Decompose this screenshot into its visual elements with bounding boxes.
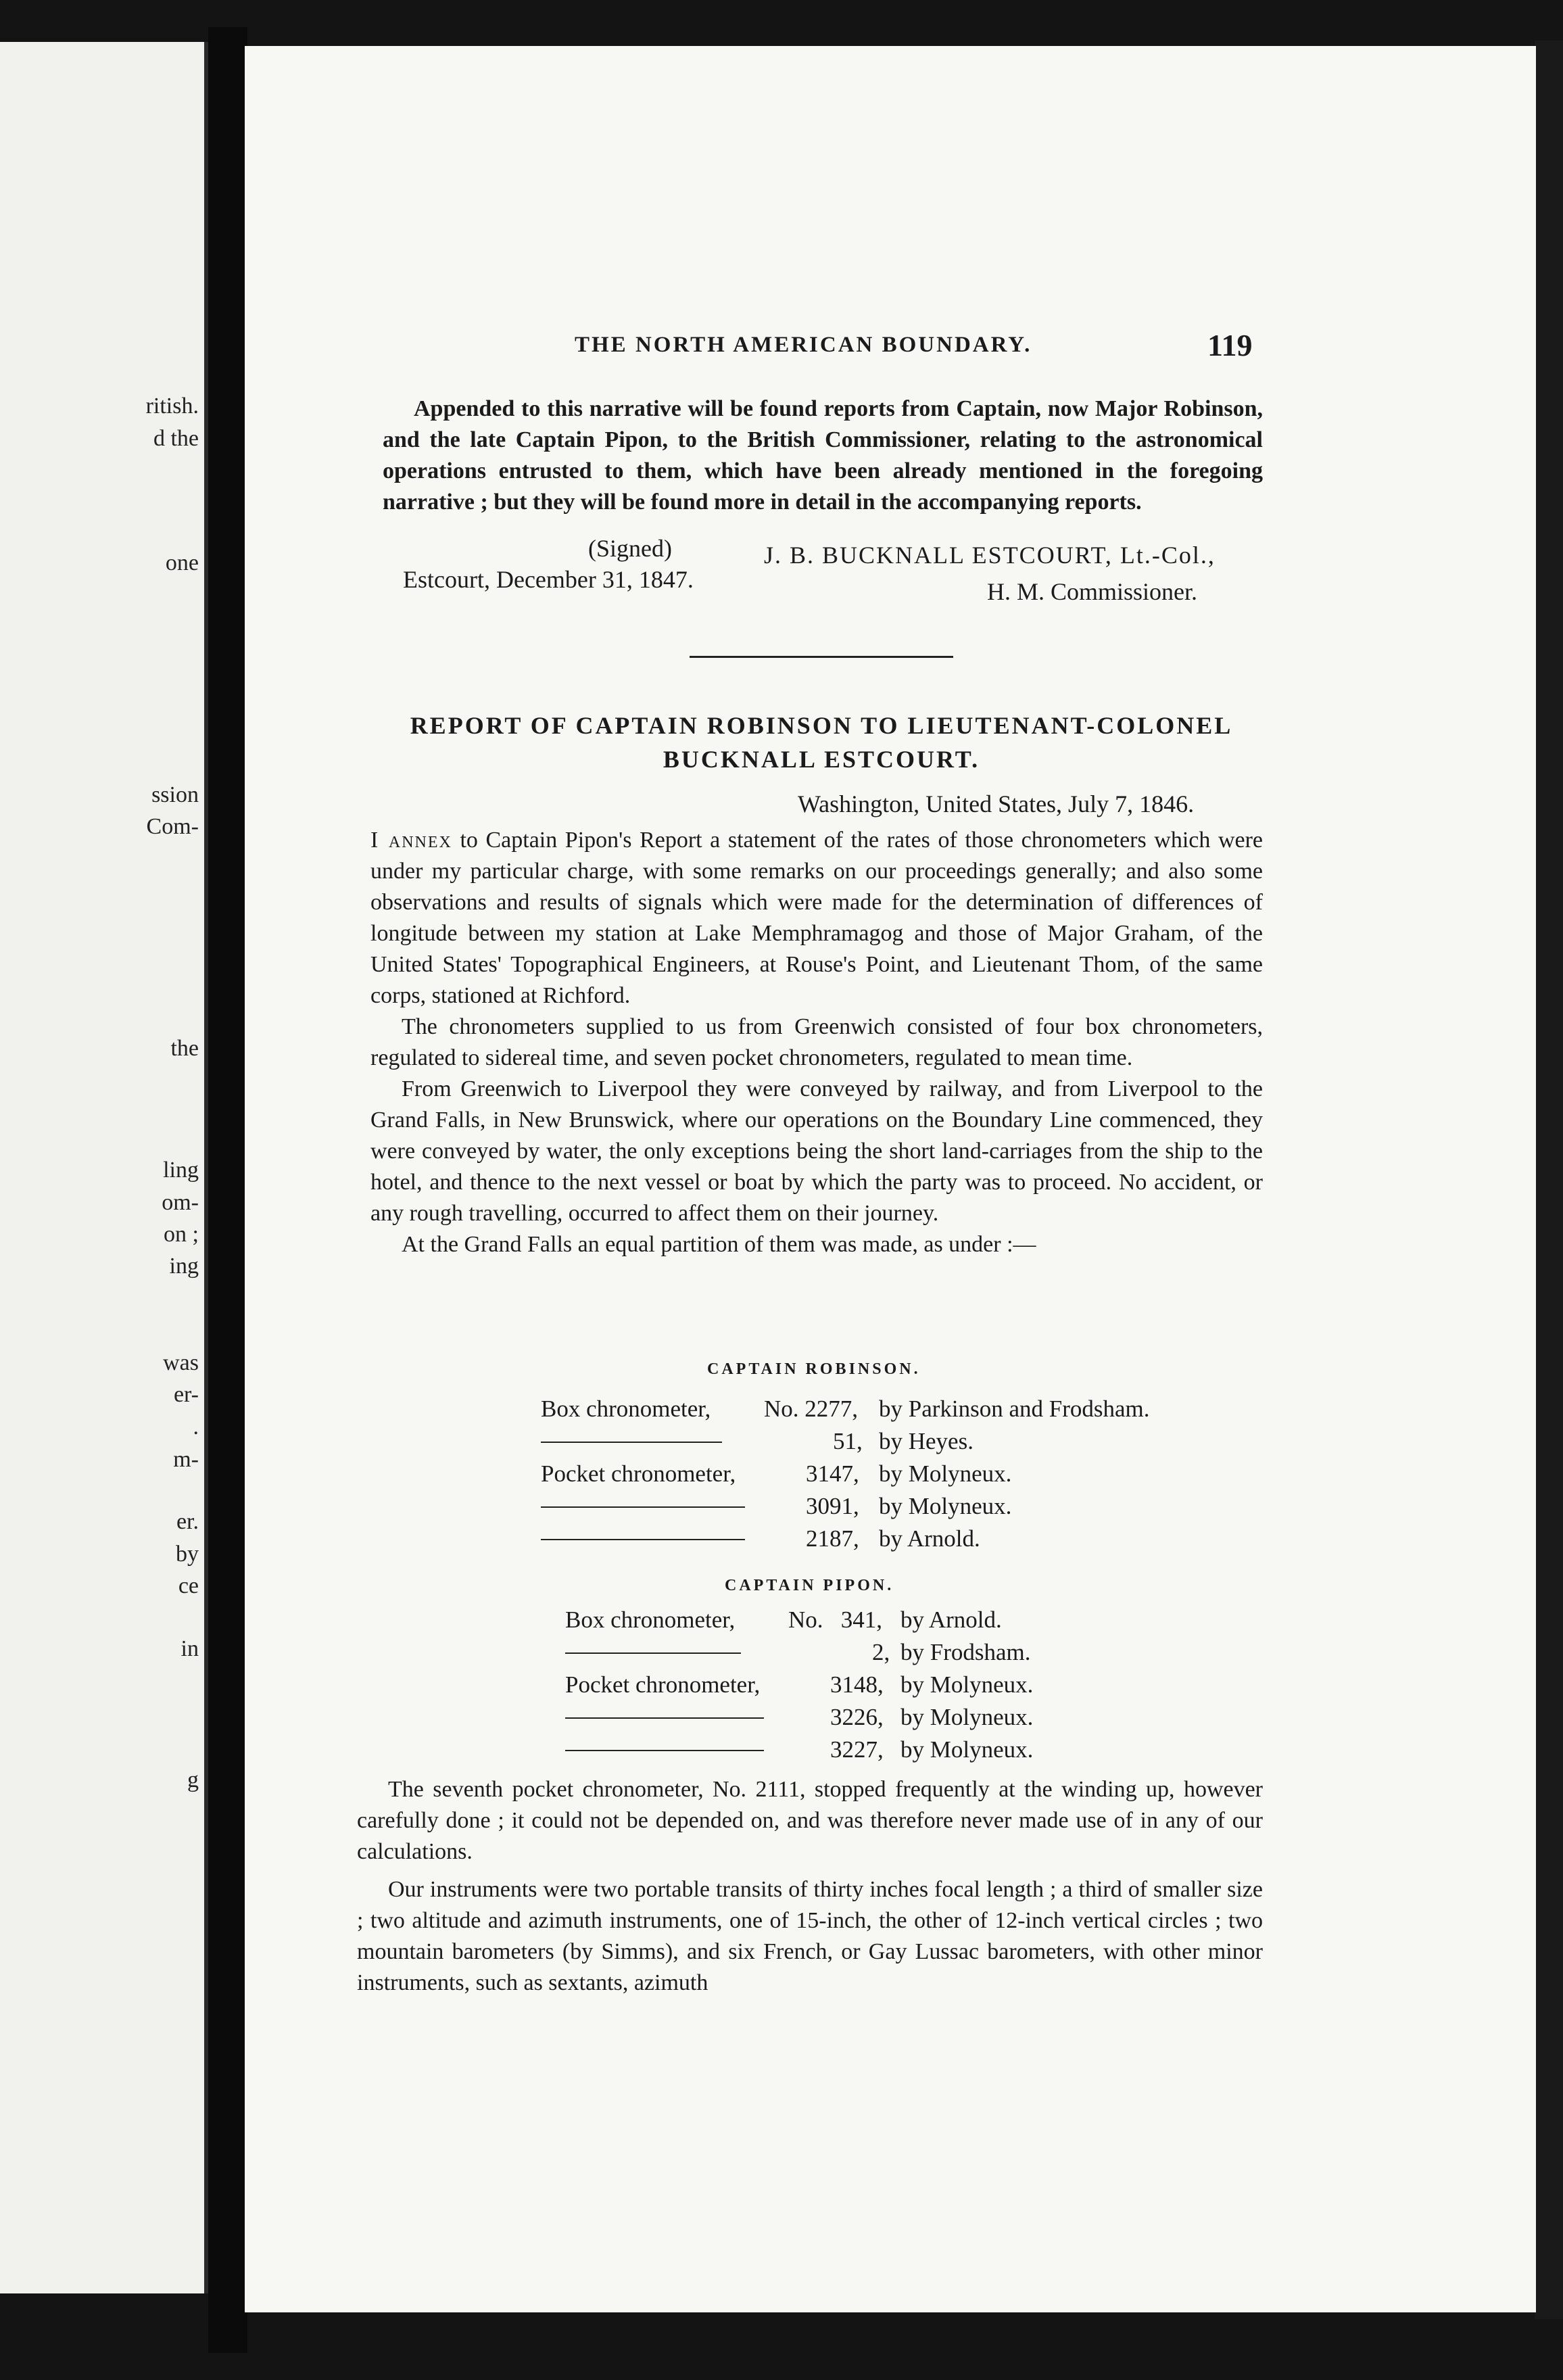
left-page-edge bbox=[0, 42, 208, 2293]
row-label: Box chronometer, bbox=[565, 1606, 736, 1633]
signatory-name: J. B. BUCKNALL ESTCOURT, Lt.-Col., bbox=[764, 542, 1216, 569]
report-title-line1: REPORT OF CAPTAIN ROBINSON TO LIEUTENANT-COLONEL bbox=[410, 712, 1233, 739]
row-maker: by Heyes. bbox=[879, 1428, 973, 1454]
paragraph-conveyance: From Greenwich to Liverpool they were conveyed by railway, and from Liverpool to the Grand Falls, in New Brunswick, where our operations on the Boundary Line commenced, they were conveyed by water, the only exceptions being the short land-carriages from the ship to the hotel, and thence to the next vessel or boat by which the party was to proceed. No accident, or any rough travelling, occurred to affect them on their journey. bbox=[370, 1076, 1263, 1226]
signature-place-date: Estcourt, December 31, 1847. bbox=[403, 566, 694, 593]
signed-label: (Signed) bbox=[588, 535, 672, 562]
left-fragment: by bbox=[176, 1542, 199, 1567]
row-number: 3226, bbox=[830, 1704, 884, 1730]
report-body-lower bbox=[357, 1774, 1263, 1999]
row-maker: by Molyneux. bbox=[879, 1493, 1012, 1519]
left-fragment: one bbox=[165, 550, 199, 575]
left-fragment: d the bbox=[153, 426, 199, 451]
intro-paragraph bbox=[383, 394, 1263, 518]
paragraph-annex-text: to Captain Pipon's Report a statement of the rates of those chronometers which were under my particular charge, with some remarks on our proceedings generally; and also some observations and results of signals which were made for the determination of differences of longitude between my station at Lake Memphramagog and those of Major Graham, of the United States' Topographical Engineers, at Rouse's Point, and Lieutenant Thom, of the same corps, stationed at Richford. bbox=[370, 828, 1264, 1008]
section-divider bbox=[690, 656, 953, 658]
left-fragment: on ; bbox=[164, 1222, 199, 1247]
row-label: Pocket chronometer, bbox=[565, 1671, 761, 1698]
left-fragment: was bbox=[163, 1350, 199, 1375]
left-fragment: g bbox=[187, 1767, 199, 1792]
left-fragment: ing bbox=[169, 1254, 199, 1279]
row-maker: by Arnold. bbox=[879, 1525, 980, 1552]
running-title: THE NORTH AMERICAN BOUNDARY. bbox=[575, 333, 1032, 357]
row-maker: by Molyneux. bbox=[879, 1460, 1012, 1487]
intro-text: Appended to this narrative will be found reports from Captain, now Major Robinson, and the late Captain Pipon, to the British Commissioner, relating to the astronomical operations entrusted to them, which have been already mentioned in the foregoing narrative ; but they will be found more in detail in the accompanying reports. bbox=[383, 396, 1263, 515]
row-maker: by Molyneux. bbox=[900, 1736, 1034, 1763]
row-maker: by Parkinson and Frodsham. bbox=[879, 1396, 1150, 1422]
left-fragment: ce bbox=[178, 1573, 199, 1598]
book-gutter bbox=[208, 27, 247, 2353]
row-number: No. 341, bbox=[788, 1606, 883, 1633]
row-label: Pocket chronometer, bbox=[541, 1460, 736, 1487]
row-maker: by Arnold. bbox=[900, 1606, 1002, 1633]
ditto-rule bbox=[565, 1652, 741, 1654]
report-body-upper bbox=[370, 825, 1263, 1260]
pipon-heading: CAPTAIN PIPON. bbox=[725, 1577, 894, 1594]
left-fragment: ling bbox=[163, 1158, 199, 1183]
ditto-rule bbox=[565, 1717, 764, 1719]
left-fragment: the bbox=[170, 1036, 199, 1061]
left-fragment: er. bbox=[176, 1509, 199, 1534]
robinson-heading: CAPTAIN ROBINSON. bbox=[707, 1360, 921, 1378]
ditto-rule bbox=[565, 1750, 764, 1751]
row-number: 3227, bbox=[830, 1736, 884, 1763]
left-fragment: ssion bbox=[151, 782, 199, 807]
row-maker: by Molyneux. bbox=[900, 1671, 1034, 1698]
row-number: 2187, bbox=[806, 1525, 859, 1552]
row-number: 3091, bbox=[806, 1493, 859, 1519]
ditto-rule bbox=[541, 1539, 745, 1540]
row-number: 3147, bbox=[806, 1460, 859, 1487]
paragraph-lead: I annex bbox=[370, 828, 452, 853]
paragraph-partition: At the Grand Falls an equal partition of them was made, as under :— bbox=[402, 1232, 1036, 1257]
left-fragment: . bbox=[193, 1414, 199, 1439]
left-fragment: ritish. bbox=[145, 394, 199, 419]
left-fragment: Com- bbox=[146, 814, 199, 839]
page-stack-edge bbox=[1535, 41, 1563, 2319]
paragraph-instruments: Our instruments were two portable transits of thirty inches focal length ; a third of smaller size ; two altitude and azimuth instruments, one of 15-inch, the other of 12-inch vertical circles ; two mountain barometers (by Simms), and six French, or Gay Lussac barometers, with other minor instruments, such as sextants, azimuth bbox=[357, 1877, 1263, 1995]
row-number: 3148, bbox=[830, 1671, 884, 1698]
page-number: 119 bbox=[1207, 328, 1253, 362]
left-fragment: er- bbox=[173, 1382, 199, 1407]
report-title-line2: BUCKNALL ESTCOURT. bbox=[663, 746, 980, 773]
signatory-role: H. M. Commissioner. bbox=[987, 578, 1198, 605]
row-label: Box chronometer, bbox=[541, 1396, 711, 1422]
left-fragment: om- bbox=[162, 1190, 199, 1215]
left-fragment: m- bbox=[173, 1447, 199, 1472]
report-dateline: Washington, United States, July 7, 1846. bbox=[798, 790, 1195, 817]
row-number: No. 2277, bbox=[764, 1396, 859, 1422]
paragraph-seventh-chronometer: The seventh pocket chronometer, No. 2111, stopped frequently at the winding up, however carefully done ; it could not be depended on, and was therefore never made use of in any of our calculations. bbox=[357, 1777, 1263, 1864]
row-number: 51, bbox=[833, 1428, 863, 1454]
ditto-rule bbox=[541, 1506, 745, 1508]
paragraph-chronometers: The chronometers supplied to us from Greenwich consisted of four box chronometers, regulated to sidereal time, and seven pocket chronometers, regulated to mean time. bbox=[370, 1014, 1263, 1070]
paragraph-annex bbox=[370, 825, 1263, 1012]
row-maker: by Molyneux. bbox=[900, 1704, 1034, 1730]
left-fragment: in bbox=[181, 1636, 199, 1661]
row-number: 2, bbox=[872, 1639, 890, 1665]
ditto-rule bbox=[541, 1442, 722, 1443]
row-maker: by Frodsham. bbox=[900, 1639, 1031, 1665]
report-title bbox=[379, 709, 1264, 776]
